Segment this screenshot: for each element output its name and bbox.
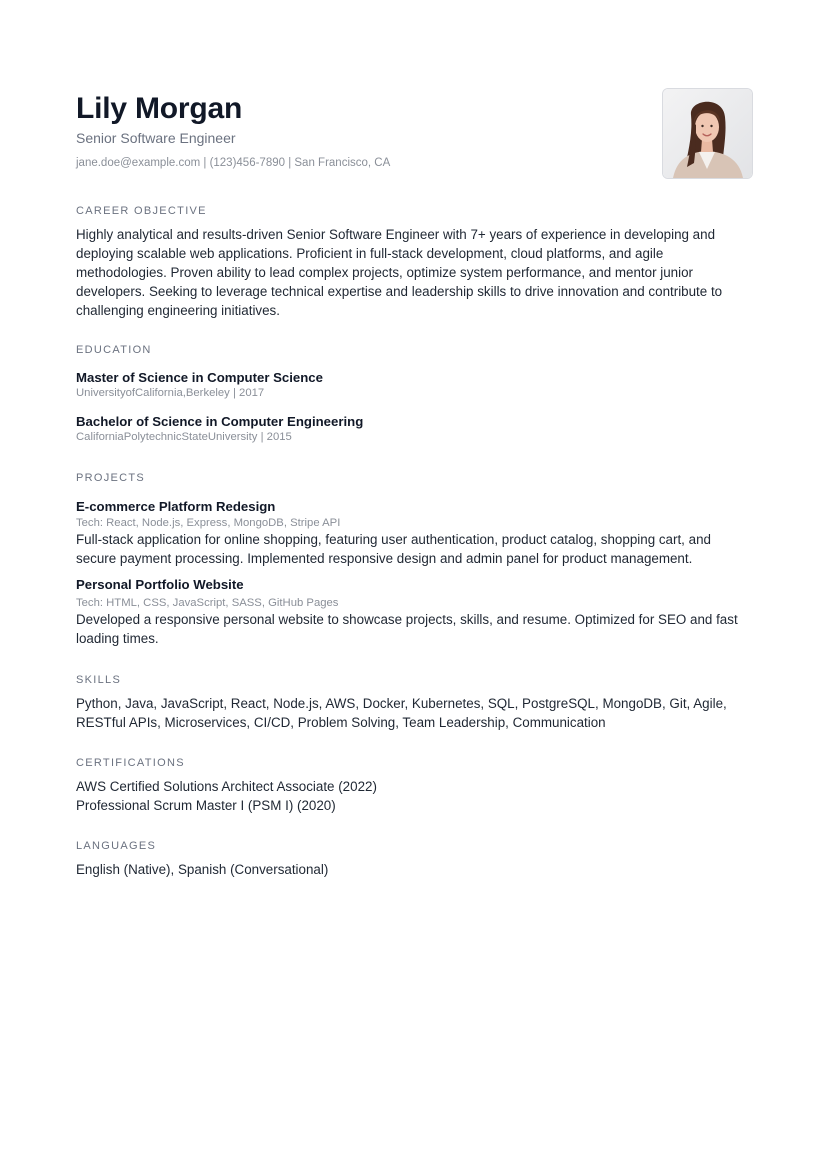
career-objective-section bbox=[76, 204, 752, 320]
project-name: Personal Portfolio Website bbox=[76, 577, 244, 592]
candidate-name: Lily Morgan bbox=[76, 92, 243, 125]
project-item bbox=[76, 498, 752, 568]
languages-text: English (Native), Spanish (Conversational) bbox=[76, 862, 329, 877]
resume-content bbox=[76, 92, 752, 877]
contact-line: jane.doe@example.com | (123)456-7890 | San Francisco, CA bbox=[76, 157, 391, 169]
degree-detail: CaliforniaPolytechnicStateUniversity | 2015 bbox=[76, 431, 292, 443]
degree-title: Bachelor of Science in Computer Engineering bbox=[76, 414, 364, 429]
degree-title: Master of Science in Computer Science bbox=[76, 370, 323, 385]
section-title-languages: LANGUAGES bbox=[76, 840, 157, 852]
projects-section bbox=[76, 471, 752, 648]
certifications-section bbox=[76, 756, 752, 815]
certification-item: Professional Scrum Master I (PSM I) (2020) bbox=[76, 798, 336, 813]
project-name: E-commerce Platform Redesign bbox=[76, 499, 276, 514]
section-title-skills: SKILLS bbox=[76, 674, 122, 686]
project-description: Full-stack application for online shopping, featuring user authentication, product catalog, shopping cart, and secure payment processing. Implemented responsive design and admin panel for product management. bbox=[76, 532, 711, 566]
project-description: Developed a responsive personal website to showcase projects, skills, and resume. Optimized for SEO and fast loading times. bbox=[76, 612, 738, 646]
skills-section bbox=[76, 673, 752, 732]
skills-text: Python, Java, JavaScript, React, Node.js, AWS, Docker, Kubernetes, SQL, PostgreSQL, MongoDB, Git, Agile, RESTful APIs, Microservices, CI/CD, Problem Solving, Team Leadership, Communication bbox=[76, 696, 727, 730]
project-item bbox=[76, 576, 752, 648]
certification-item: AWS Certified Solutions Architect Associate (2022) bbox=[76, 779, 377, 794]
resume-header bbox=[76, 92, 752, 170]
section-title-certifications: CERTIFICATIONS bbox=[76, 757, 185, 769]
section-title-projects: PROJECTS bbox=[76, 472, 146, 484]
candidate-role: Senior Software Engineer bbox=[76, 130, 236, 146]
project-tech: Tech: React, Node.js, Express, MongoDB, Stripe API bbox=[76, 517, 341, 529]
education-section bbox=[76, 343, 752, 444]
languages-section bbox=[76, 839, 752, 879]
certifications-list bbox=[76, 777, 752, 815]
section-title-objective: CAREER OBJECTIVE bbox=[76, 205, 207, 217]
degree-detail: UniversityofCalifornia,Berkeley | 2017 bbox=[76, 387, 265, 399]
objective-text: Highly analytical and results-driven Senior Software Engineer with 7+ years of experience in developing and deploying scalable web applications. Proficient in full-stack development, cloud platforms, and agile methodologies. Proven ability to lead complex projects, optimize system performance, and mentor junior developers. Seeking to leverage technical expertise and leadership skills to drive innovation and contribute to challenging engineering initiatives. bbox=[76, 227, 723, 318]
project-tech: Tech: HTML, CSS, JavaScript, SASS, GitHub Pages bbox=[76, 597, 339, 609]
education-item bbox=[76, 413, 752, 444]
education-item bbox=[76, 369, 752, 400]
section-title-education: EDUCATION bbox=[76, 344, 152, 356]
